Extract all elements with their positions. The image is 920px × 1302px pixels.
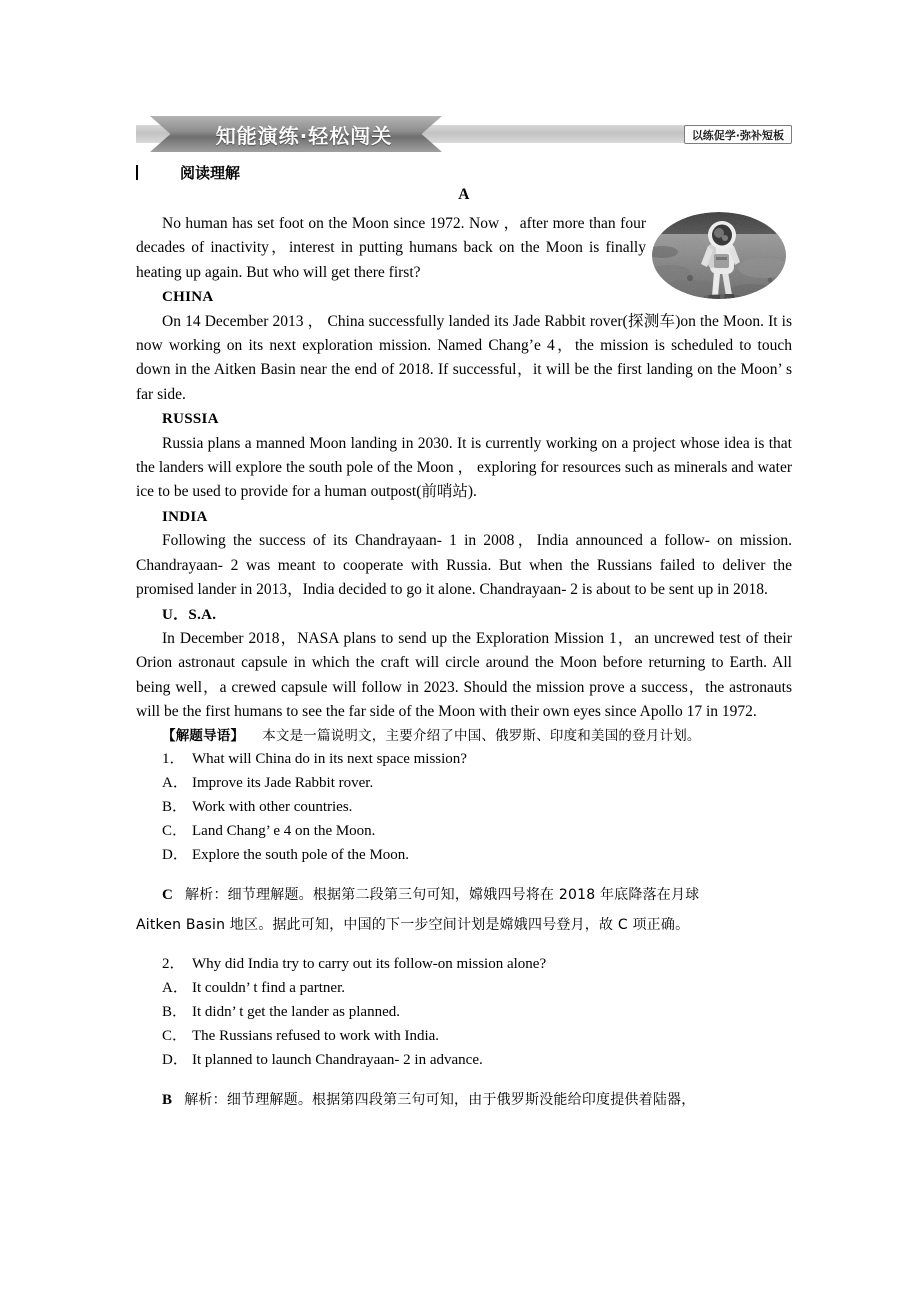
option-text: Work with other countries. [192,798,353,815]
passage-heading-usa: U．S.A. [162,606,217,623]
question-2-option-a[interactable] [136,976,792,1000]
option-marker: A． [162,979,188,996]
passage-heading-india: INDIA [162,508,208,525]
section-heading-label: 阅读理解 [180,164,241,182]
article-body [136,186,792,1115]
question-1-explanation-line-2: Aitken Basin 地区。据此可知，中国的下一步空间计划是嫦娥四号登月，故 C 项正确。 [136,916,690,933]
option-text: Explore the south pole of the Moon. [192,847,410,864]
passage-letter: A [458,186,470,203]
passage-heading-china: CHINA [162,289,214,306]
option-marker: C． [162,1028,188,1045]
question-1-stem-text: What will China do in its next space mission? [192,750,467,767]
option-text: Improve its Jade Rabbit rover. [192,774,374,791]
option-text: It couldn’ t find a partner. [192,979,346,996]
banner-title: 知能演练·轻松闯关 [215,123,393,148]
section-marker-icon [136,165,138,180]
option-marker: C． [162,823,188,840]
question-2-number: 2． [162,955,185,972]
question-1-explanation-text-1: 解析：细节理解题。根据第二段第三句可知，嫦娥四号将在 2018 年底降落在月球 [185,886,700,903]
question-2 [136,952,792,1073]
guide-text: 本文是一篇说明文，主要介绍了中国、俄罗斯、印度和美国的登月计划。 [262,727,701,744]
passage-text-russia: Russia plans a manned Moon landing in 2030. It is currently working on a project whose idea is that the landers will explore the south pole of the Moon ， exploring for resources such as minerals and water ice to be used to provide for a human outpost(前哨站). [136,434,792,501]
question-1-option-c[interactable] [136,819,792,843]
question-2-option-b[interactable] [136,1000,792,1024]
question-2-answer-key: B [162,1091,173,1108]
question-2-option-d[interactable] [136,1048,792,1072]
section-heading [136,162,240,183]
question-1-option-b[interactable] [136,795,792,819]
question-2-explanation-line-1 [136,1085,792,1115]
question-1 [136,747,792,868]
guide-line [136,725,792,747]
question-1-option-a[interactable] [136,771,792,795]
astronaut-on-moon-photo [652,212,786,299]
question-2-explanation-text-1: 解析：细节理解题。根据第四段第三句可知，由于俄罗斯没能给印度提供着陆器， [184,1091,696,1108]
option-marker: D． [162,847,188,864]
guide-label: 【解题导语】 [162,727,245,744]
header-banner [0,114,920,156]
question-2-stem-text: Why did India try to carry out its follow-on mission alone? [192,955,547,972]
question-1-number: 1． [162,750,185,767]
option-marker: D． [162,1052,188,1069]
question-1-stem [136,747,792,771]
option-text: The Russians refused to work with India. [192,1028,440,1045]
passage-text-usa: In December 2018，NASA plans to send up the Exploration Mission 1，an uncrewed test of their Orion astronaut capsule in which the craft will circle around the Moon before returning to Earth. All being well，a crewed capsule will follow in 2023. Should the mission prove a success，the astronauts will be the first humans to see the far side of the Moon with their own eyes since Apollo 17 in 1972. [136,629,792,721]
passage-text-china: On 14 December 2013 ， China successfully landed its Jade Rabbit rover(探测车)on the Moon. It is now working on its next exploration mission. Named Chang’e 4，the mission is scheduled to touch down in the Aitken Basin near the end of 2018. If successful，it will be the first landing on the Moon’ s far side. [136,312,792,403]
question-2-stem [136,952,792,976]
banner-badge: 以练促学·弥补短板 [684,125,792,144]
option-text: Land Chang’ e 4 on the Moon. [192,823,376,840]
passage-heading-russia: RUSSIA [162,411,219,428]
passage-text-india: Following the success of its Chandrayaan- 1 in 2008，India announced a follow- on mission. Chandrayaan- 2 was meant to cooperate with Russia. But when the Russians failed to deliver the promised lander in 2013，India decided to go it alone. Chandrayaan- 2 is about to be sent up in 2018. [136,532,792,599]
option-marker: B． [162,1003,188,1020]
option-text: It didn’ t get the lander as planned. [192,1003,400,1020]
passage-intro: No human has set foot on the Moon since 1972. Now ，after more than four decades of inactivity，interest in putting humans back on the Moon is finally heating up again. But who will get there first? [136,215,646,281]
question-2-option-c[interactable] [136,1024,792,1048]
question-1-explanation-line-1 [136,880,792,910]
option-marker: B． [162,798,188,815]
question-1-option-d[interactable] [136,843,792,867]
question-1-answer-key: C [162,886,174,903]
option-text: It planned to launch Chandrayaan- 2 in advance. [192,1052,483,1069]
option-marker: A． [162,774,188,791]
